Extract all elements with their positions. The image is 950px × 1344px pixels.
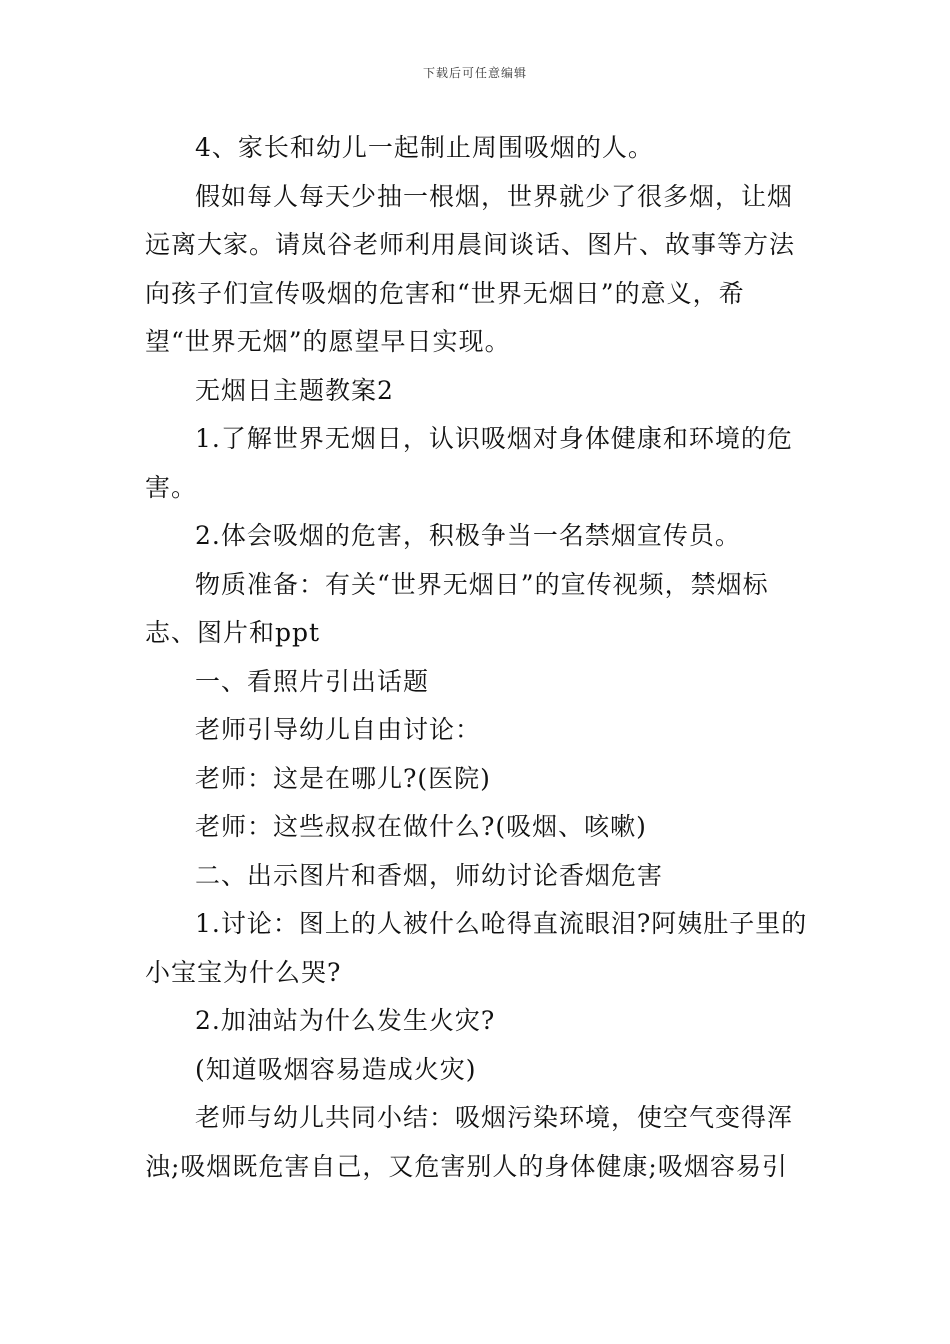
- goal-item-2: 2.体会吸烟的危害，积极争当一名禁烟宣传员。: [195, 521, 741, 550]
- summary-paragraph: 老师与幼儿共同小结：吸烟污染环境，使空气变得浑浊;吸烟既危害自己，又危害别人的身体健康;吸烟容易引: [145, 1103, 794, 1181]
- teacher-question-2: 老师：这些叔叔在做什么?(吸烟、咳嗽): [195, 812, 647, 841]
- step-heading-2: 二、出示图片和香烟，师幼讨论香烟危害: [195, 860, 664, 890]
- page-header-note: 下载后可任意编辑: [422, 66, 527, 80]
- materials-preparation: 物质准备：有关“世界无烟日”的宣传视频，禁烟标志、图片和ppt: [145, 569, 769, 647]
- discussion-note: (知道吸烟容易造成火灾): [195, 1054, 477, 1084]
- discussion-item-1: 1.讨论：图上的人被什么呛得直流眼泪?阿姨肚子里的小宝宝为什么哭?: [145, 909, 808, 987]
- paragraph-item-4: 4、家长和幼儿一起制止周围吸烟的人。: [195, 133, 654, 162]
- paragraph-anti-smoking-intro: 假如每人每天少抽一根烟，世界就少了很多烟，让烟远离大家。请岚谷老师利用晨间谈话、图片、故事等方法向孩子们宣传吸烟的危害和“世界无烟日”的意义，希望“世界无烟”的愿望早日实现。: [145, 181, 796, 356]
- document-body: [145, 124, 810, 1191]
- teacher-guidance: 老师引导幼儿自由讨论：: [195, 715, 482, 744]
- discussion-item-2: 2.加油站为什么发生火灾?: [195, 1006, 496, 1035]
- teacher-question-1: 老师：这是在哪儿?(医院): [195, 763, 491, 793]
- section-title-lesson-plan-2: 无烟日主题教案2: [195, 375, 394, 405]
- step-heading-1: 一、看照片引出话题: [195, 666, 430, 696]
- goal-item-1: 1.了解世界无烟日，认识吸烟对身体健康和环境的危害。: [145, 424, 793, 502]
